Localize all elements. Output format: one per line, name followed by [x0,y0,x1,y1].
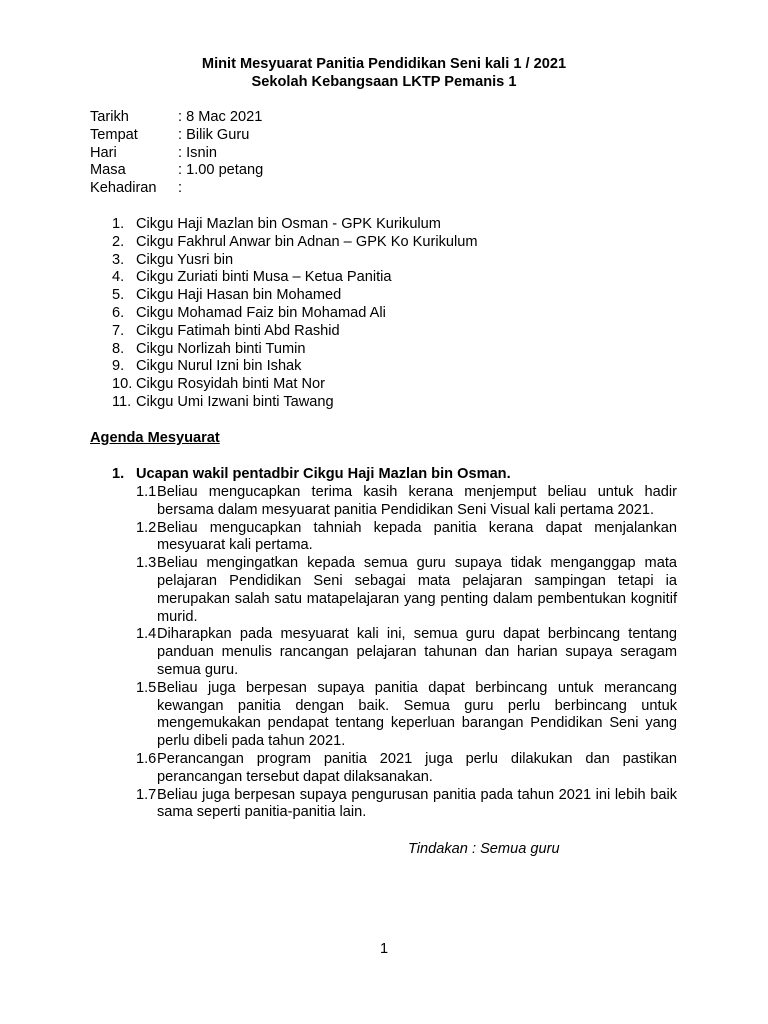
agenda-section-heading [112,466,511,484]
meeting-info [90,109,263,198]
info-row-attendance [90,180,263,198]
attendee-list [112,216,478,412]
agenda-item [136,680,677,751]
section-title: Ucapan wakil pentadbir Cikgu Haji Mazlan bin Osman. [136,466,511,482]
list-item [112,287,478,305]
list-number: 8. [112,340,125,357]
agenda-item [136,484,677,520]
item-text: Beliau mengucapkan tahniah kepada panitia kerana dapat menjalankan mesyuarat kali pertama. [157,519,677,554]
info-row-time [90,162,263,180]
attendee-name: Cikgu Norlizah binti Tumin [136,340,306,357]
list-number: 10. [112,376,133,393]
item-text: Diharapkan pada mesyuarat kali ini, semua guru dapat berbincang tentang panduan menulis rancangan pelajaran tahunan dan harian supaya seragam semua guru. [157,626,677,678]
list-number: 7. [112,322,125,339]
attendee-name: Cikgu Fakhrul Anwar bin Adnan – GPK Ko Kurikulum [136,233,478,250]
item-number: 1.1 [136,484,157,500]
list-number: 9. [112,358,125,375]
info-value: : Isnin [178,144,217,161]
item-text: Beliau mengingatkan kepada semua guru supaya tidak menganggap mata pelajaran Pendidikan Seni sebagai mata pelajaran sampingan tetapi ia merupakan salah satu matapelajaran yang penting dalam pembentukan kognitif murid. [157,555,677,625]
item-number: 1.4 [136,626,157,643]
info-label: Tarikh [90,109,129,125]
action-note: Tindakan : Semua guru [408,841,560,857]
info-label: Hari [90,144,117,161]
attendee-name: Cikgu Mohamad Faiz bin Mohamad Ali [136,304,386,321]
attendee-name: Cikgu Yusri bin [136,251,234,268]
info-value: : 1.00 petang [178,162,264,179]
item-number: 1.3 [136,555,157,572]
list-number: 11. [112,393,132,410]
agenda-item-list [136,484,677,822]
item-text: Beliau juga berpesan supaya panitia dapat berbincang untuk merancang kewangan panitia dengan baik. Semua guru perlu berbincang untuk mengemukakan pendapat tentang keperluan barangan Pendidikan Seni yang perlu dibeli pada tahun 2021. [157,679,677,750]
info-row-day [90,145,263,163]
item-number: 1.7 [136,786,157,803]
attendee-name: Cikgu Fatimah binti Abd Rashid [136,322,340,339]
item-number: 1.5 [136,679,157,696]
info-row-place [90,127,263,145]
list-item [112,394,478,412]
info-label: Masa [90,162,126,179]
item-number: 1.2 [136,519,157,536]
info-row-date [90,109,263,127]
page-number: 1 [379,941,389,957]
attendee-name: Cikgu Nurul Izni bin Ishak [136,358,302,375]
info-value: : [178,180,183,197]
list-number: 3. [112,251,125,268]
agenda-item [136,626,677,679]
attendee-name: Cikgu Umi Izwani binti Tawang [136,393,334,410]
info-value: : 8 Mac 2021 [178,109,263,125]
list-number: 2. [112,233,125,250]
list-item [112,376,478,394]
item-text: Perancangan program panitia 2021 juga perlu dilakukan dan pastikan perancangan tersebut dapat dilaksanakan. [157,750,677,785]
list-number: 6. [112,304,125,321]
list-item [112,323,478,341]
agenda-item [136,751,677,787]
attendee-name: Cikgu Zuriati binti Musa – Ketua Panitia [136,269,392,286]
section-number: 1. [112,466,125,482]
attendee-name: Cikgu Haji Mazlan bin Osman - GPK Kurikulum [136,216,441,232]
item-text: Beliau juga berpesan supaya pengurusan panitia pada tahun 2021 ini lebih baik sama seperti panitia-panitia lain. [157,786,677,821]
document-title: Minit Mesyuarat Panitia Pendidikan Seni kali 1 / 2021 [201,56,567,72]
list-item [112,234,478,252]
agenda-item [136,520,677,556]
list-item [112,216,478,234]
document-subtitle: Sekolah Kebangsaan LKTP Pemanis 1 [251,74,517,90]
list-item [112,252,478,270]
list-number: 4. [112,269,125,286]
list-item [112,305,478,323]
attendee-name: Cikgu Rosyidah binti Mat Nor [136,376,325,393]
info-label: Kehadiran [90,180,157,197]
list-number: 5. [112,287,125,304]
list-number: 1. [112,216,125,232]
agenda-heading: Agenda Mesyuarat [90,430,220,446]
agenda-item [136,555,677,626]
attendee-name: Cikgu Haji Hasan bin Mohamed [136,287,342,304]
item-number: 1.6 [136,750,157,767]
info-label: Tempat [90,126,138,143]
list-item [112,358,478,376]
list-item [112,341,478,359]
item-text: Beliau mengucapkan terima kasih kerana menjemput beliau untuk hadir bersama dalam mesyuarat panitia Pendidikan Seni Visual kali pertama 2021. [157,484,677,518]
info-value: : Bilik Guru [178,126,250,143]
agenda-item [136,787,677,823]
list-item [112,269,478,287]
